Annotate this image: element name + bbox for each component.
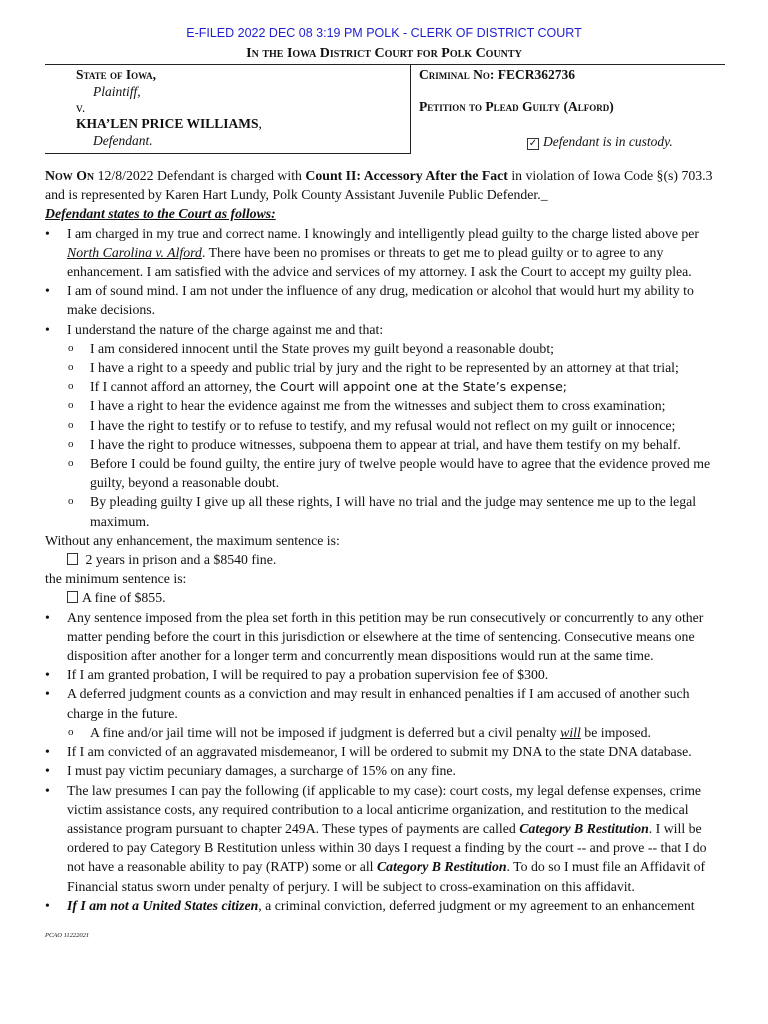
- sub-list-item: [45, 435, 725, 454]
- b6-sub-a: A fine and/or jail time will not be imposed if judgment is deferred but a civil penalty: [90, 724, 561, 740]
- bullet-icon: •: [45, 609, 50, 625]
- b10-bold: If I am not a United States citizen: [67, 897, 259, 913]
- defendant-name: KHA’LEN PRICE WILLIAMS: [76, 116, 259, 131]
- list-item: [45, 761, 725, 780]
- b7-text: If I am convicted of an aggravated misdemeanor, I will be ordered to submit my DNA to the state DNA database.: [67, 744, 692, 760]
- bullet-icon: •: [45, 321, 50, 337]
- list-item: [45, 742, 725, 761]
- min-value: A fine of $855.: [82, 590, 166, 606]
- list-item: [45, 665, 725, 684]
- b6-sub-will: will: [560, 724, 581, 740]
- sub-list-item: [45, 339, 725, 358]
- intro-date-text: 12/8/2022 Defendant is charged with: [94, 168, 306, 183]
- caption-versus: v.: [76, 100, 86, 115]
- caption-defendant: Defendant.: [93, 133, 153, 148]
- min-line: [45, 588, 725, 607]
- sub-list-item: [45, 358, 725, 377]
- efiled-stamp: E-FILED 2022 DEC 08 3:19 PM POLK - CLERK OF DISTRICT COURT: [186, 26, 582, 40]
- max-checkbox[interactable]: [67, 553, 78, 565]
- custody-line: [527, 133, 673, 150]
- sub-text: I have the right to produce witnesses, subpoena them to appear at trial, and have them testify on my behalf.: [90, 436, 681, 452]
- b10-rest: , a criminal conviction, deferred judgment or my agreement to an enhancement: [258, 897, 695, 913]
- form-code: PCAO 11222021: [45, 932, 90, 939]
- custody-label: Defendant is in custody.: [543, 134, 673, 149]
- petition-title: Petition to Plead Guilty (Alford): [419, 99, 614, 114]
- sub-afford-a: If I cannot afford an attorney,: [90, 379, 256, 395]
- b5-text: If I am granted probation, I will be required to pay a probation supervision fee of $300.: [67, 667, 549, 683]
- max-value: 2 years in prison and a $8540 fine.: [85, 552, 277, 568]
- max-heading: Without any enhancement, the maximum sentence is:: [45, 532, 340, 548]
- bullet-icon: •: [45, 283, 50, 299]
- criminal-number: [419, 66, 575, 83]
- circle-bullet-icon: o: [68, 457, 74, 470]
- b9-cat2: Category B Restitution: [376, 859, 507, 875]
- min-heading: the minimum sentence is:: [45, 571, 187, 587]
- sub-list-item: [45, 492, 725, 530]
- sub-list-item: [45, 396, 725, 415]
- criminal-no-label: Criminal No:: [419, 67, 498, 82]
- custody-checkbox[interactable]: ✓: [528, 138, 538, 149]
- sub-list-item: [45, 416, 725, 435]
- min-checkbox[interactable]: [67, 591, 78, 603]
- b6-text: A deferred judgment counts as a conviction and may result in enhanced penalties if I am accused of another such charge in the future.: [67, 686, 690, 721]
- caption-divider: [410, 64, 411, 154]
- caption-plaintiff: Plaintiff,: [93, 84, 141, 99]
- circle-bullet-icon: o: [68, 399, 74, 412]
- list-item: [45, 684, 725, 722]
- list-item: [45, 608, 725, 666]
- bullet-icon: •: [45, 744, 50, 760]
- sub-text: By pleading guilty I give up all these rights, I will have no trial and the judge may sentence me up to the legal maximum.: [90, 494, 697, 529]
- sub-text: I have a right to a speedy and public trial by jury and the right to be represented by an attorney at that trial;: [90, 360, 679, 376]
- caption-defendant-line: [76, 115, 262, 132]
- petition-body: [45, 166, 725, 915]
- sub-text: I have a right to hear the evidence against me from the witnesses and subject them to cross examination;: [90, 398, 666, 414]
- sub-list-item: [45, 454, 725, 492]
- list-item: [45, 896, 725, 915]
- circle-bullet-icon: o: [68, 380, 74, 393]
- caption-state: State of Iowa,: [76, 67, 157, 82]
- circle-bullet-icon: o: [68, 361, 74, 374]
- sub-text: I have the right to testify or to refuse to testify, and my refusal would not reflect on my guilt or innocence;: [90, 417, 676, 433]
- sub-afford-b: the Court will appoint one at the State’s expense;: [255, 379, 567, 395]
- b9-c: . To do so I must file an Affidavit of Financial status sworn under penalty of perjury. I will be subject to cross-examination on this affidavit.: [67, 859, 706, 894]
- b6-sub-b: be imposed.: [580, 724, 651, 740]
- now-on: Now On: [45, 168, 95, 183]
- intro-rest: in violation of Iowa Code §(s) 703.3: [507, 168, 713, 183]
- circle-bullet-icon: o: [68, 341, 74, 354]
- sub-list-item: [45, 723, 725, 742]
- intro-count: Count II: Accessory After the Fact: [305, 168, 508, 183]
- criminal-no-value: FECR362736: [497, 67, 575, 82]
- list-item: [45, 224, 725, 282]
- b1-case: North Carolina v. Alford: [67, 244, 202, 260]
- sub-list-item: [45, 377, 725, 396]
- court-title: In the Iowa District Court for Polk County: [246, 46, 522, 61]
- b4-text: Any sentence imposed from the plea set forth in this petition may be run consecutively or concurrently to any other matter pending before the court in this jurisdiction or elsewhere at the time of sentencing. Consecutive means one disposition after another for a longer term and concurrently mean dispositions would run at the same time.: [67, 609, 704, 664]
- b3-text: I understand the nature of the charge against me and that:: [67, 321, 384, 337]
- intro-paragraph: [45, 166, 725, 185]
- states-heading: Defendant states to the Court as follows:: [45, 206, 276, 222]
- sub-text: I am considered innocent until the State proves my guilt beyond a reasonable doubt;: [90, 340, 554, 356]
- list-item: [45, 320, 725, 339]
- max-line: [45, 550, 725, 569]
- b9-b: . I will be ordered to pay Category B Restitution unless within 30 days I request a finding by the court -- and prove -- that I do not have a reasonable ability to pay (RATP) some or all: [67, 820, 707, 875]
- bullet-icon: •: [45, 225, 50, 241]
- bullet-icon: •: [45, 782, 50, 798]
- list-item: [45, 781, 725, 896]
- circle-bullet-icon: o: [68, 437, 74, 450]
- bullet-icon: •: [45, 897, 50, 913]
- intro-line2: and is represented by Karen Hart Lundy, Polk County Assistant Juvenile Public Defender._: [45, 187, 548, 203]
- caption-top-rule: [45, 64, 725, 65]
- b1-b: . There have been no promises or threats to get me to plead guilty or to agree to any enhancement. I am satisfied with the advice and services of my attorney. I ask the Court to accept my guilty plea.: [67, 244, 692, 280]
- bullet-icon: •: [45, 686, 50, 702]
- sub-text: Before I could be found guilty, the entire jury of twelve people would have to agree that the evidence proved me guilty, beyond a reasonable doubt.: [90, 456, 711, 491]
- bullet-icon: •: [45, 763, 50, 779]
- defendant-comma: ,: [258, 116, 262, 131]
- caption-bottom-rule: [45, 153, 411, 154]
- circle-bullet-icon: o: [68, 725, 74, 738]
- bullet-icon: •: [45, 667, 50, 683]
- b2-text: I am of sound mind. I am not under the influence of any drug, medication or alcohol that would hurt my ability to make decisions.: [67, 283, 694, 318]
- circle-bullet-icon: o: [68, 495, 74, 508]
- circle-bullet-icon: o: [68, 418, 74, 431]
- b9-cat1: Category B Restitution: [519, 820, 649, 836]
- b9-a: The law presumes I can pay the following (if applicable to my case): court costs, my legal defense expenses, crime victim assistance costs, any required contribution to a local anticrime organization, and restitution to the medical assistance program pursuant to chapter 249A. These types of payments are called: [67, 782, 702, 836]
- list-item: [45, 281, 725, 319]
- b8-text: I must pay victim pecuniary damages, a surcharge of 15% on any fine.: [67, 763, 457, 779]
- b1-a: I am charged in my true and correct name. I knowingly and intelligently plead guilty to the charge listed above per: [67, 225, 700, 241]
